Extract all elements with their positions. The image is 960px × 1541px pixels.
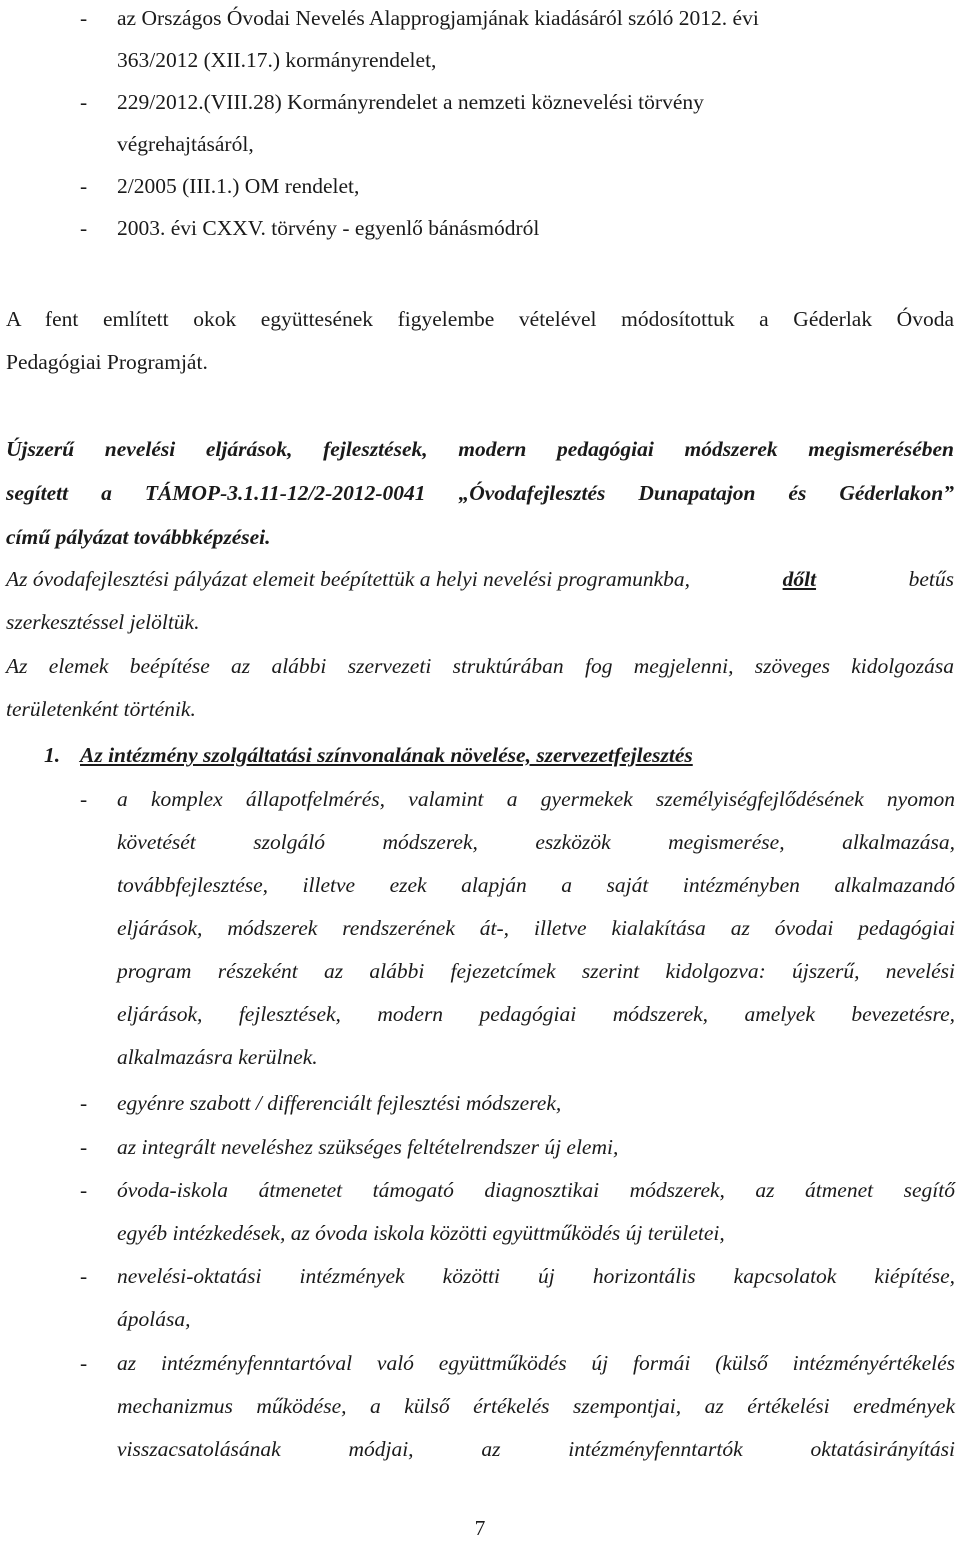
list-item-line: eljárások, módszerek rendszerének át-, illetve kialakítása az óvodai pedagógiai <box>117 916 955 940</box>
list-item-line: az intézményfenntartóval való együttműködés új formái (külső intézményértékelés <box>117 1351 955 1375</box>
list-item-line: egyéb intézkedések, az óvoda iskola közötti együttműködés új területei, <box>117 1221 725 1245</box>
list-dash: - <box>80 1135 88 1159</box>
list-dash: - <box>80 1091 88 1115</box>
list-item-line: a komplex állapotfelmérés, valamint a gyermekek személyiségfejlődésének nyomon <box>117 787 955 811</box>
paragraph-line <box>6 565 954 593</box>
paragraph-line: szerkesztéssel jelöltük. <box>6 610 200 634</box>
list-item-line: végrehajtásáról, <box>117 132 254 156</box>
list-item-line: visszacsatolásának módjai, az intézményfenntartók oktatásirányítási <box>117 1437 955 1461</box>
list-dash: - <box>80 216 88 240</box>
list-item-line: 229/2012.(VIII.28) Kormányrendelet a nemzeti köznevelési törvény <box>117 90 704 114</box>
list-item-line: program részeként az alábbi fejezetcímek szerint kidolgozva: újszerű, nevelési <box>117 959 955 983</box>
list-item-line: alkalmazásra kerülnek. <box>117 1045 318 1069</box>
paragraph-line: A fent említett okok együttesének figyelembe vételével módosítottuk a Géderlak Óvoda <box>6 307 954 331</box>
list-dash: - <box>80 90 88 114</box>
paragraph-text: Az óvodafejlesztési pályázat elemeit beépítettük a helyi nevelési programunkba, <box>6 567 691 591</box>
list-item-line: továbbfejlesztése, illetve ezek alapján a saját intézményben alkalmazandó <box>117 873 955 897</box>
list-item-line: eljárások, fejlesztések, modern pedagógiai módszerek, amelyek bevezetésre, <box>117 1002 955 1026</box>
page-number: 7 <box>474 1516 486 1540</box>
list-item-line: az integrált neveléshez szükséges feltételrendszer új elemi, <box>117 1135 619 1159</box>
paragraph-line: területenként történik. <box>6 697 196 721</box>
list-item-line: óvoda-iskola átmenetet támogató diagnosztikai módszerek, az átmenet segítő <box>117 1178 955 1202</box>
paragraph-line: Pedagógiai Programját. <box>6 350 208 374</box>
paragraph-text: betűs <box>908 567 954 591</box>
list-item-line: nevelési-oktatási intézmények közötti új horizontális kapcsolatok kiépítése, <box>117 1264 955 1288</box>
section-title: Az intézmény szolgáltatási színvonalának növelése, szervezetfejlesztés <box>80 743 693 767</box>
list-dash: - <box>80 1264 88 1288</box>
list-dash: - <box>80 1178 88 1202</box>
list-dash: - <box>80 6 88 30</box>
list-item-line: 2003. évi CXXV. törvény - egyenlő bánásmódról <box>117 216 540 240</box>
highlight-paragraph-line: című pályázat továbbképzései. <box>6 525 271 549</box>
list-dash: - <box>80 787 88 811</box>
list-item-line: mechanizmus működése, a külső értékelés szempontjai, az értékelési eredmények <box>117 1394 955 1418</box>
list-item-line: egyénre szabott / differenciált fejlesztési módszerek, <box>117 1091 562 1115</box>
list-item-line: az Országos Óvodai Nevelés Alapprogjamjának kiadásáról szóló 2012. évi <box>117 6 759 30</box>
list-item-line: 2/2005 (III.1.) OM rendelet, <box>117 174 360 198</box>
list-dash: - <box>80 174 88 198</box>
paragraph-line: Az elemek beépítése az alábbi szervezeti struktúrában fog megjelenni, szöveges kidolgozása <box>6 654 954 678</box>
list-item-line: 363/2012 (XII.17.) kormányrendelet, <box>117 48 437 72</box>
highlight-paragraph-line: segített a TÁMOP-3.1.11-12/2-2012-0041 „Óvodafejlesztés Dunapatajon és Géderlakon” <box>6 481 954 505</box>
emphasis-word: dőlt <box>782 567 817 591</box>
list-item-line: követését szolgáló módszerek, eszközök megismerése, alkalmazása, <box>117 830 955 854</box>
list-item-line: ápolása, <box>117 1307 191 1331</box>
list-dash: - <box>80 1351 88 1375</box>
section-number: 1. <box>44 743 61 767</box>
highlight-paragraph-line: Újszerű nevelési eljárások, fejlesztések, modern pedagógiai módszerek megismerésében <box>6 437 954 461</box>
